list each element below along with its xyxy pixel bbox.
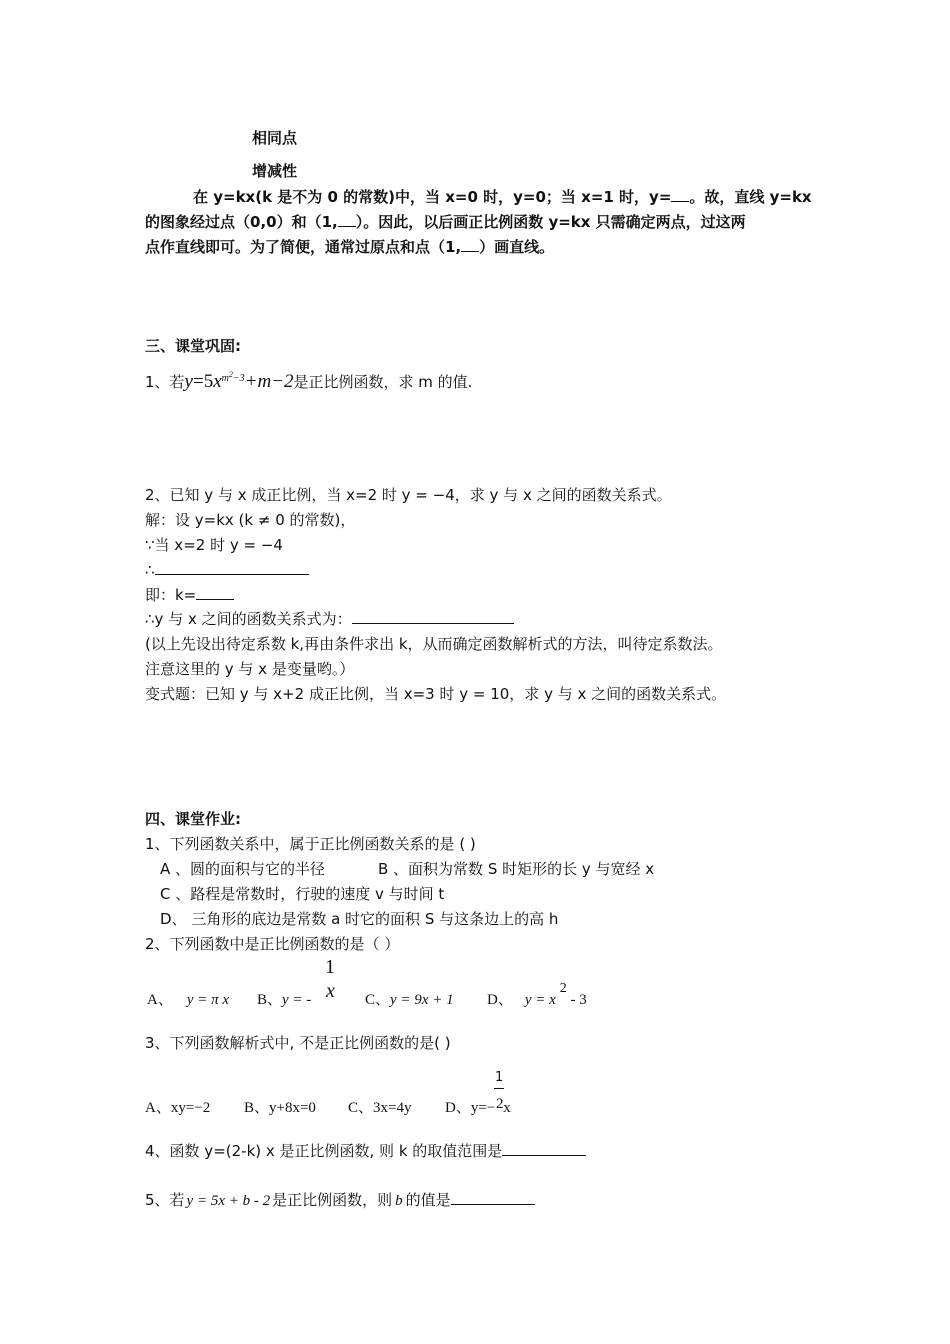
intro-line-3: 点作直线即可。为了简便，通常过原点和点（1, ）画直线。 [145, 238, 555, 256]
s4-q5: 5、若 y = 5x + b - 2 是正比例函数，则 b 的值是 [145, 1189, 535, 1212]
s4-q2-option-a: A、 y = π x [147, 992, 230, 1008]
monotonic-label: 增减性 [252, 162, 298, 180]
s4-q2-b-numerator: 1 [325, 956, 335, 978]
s4-q3-option-d: D、y=− x [445, 1100, 511, 1116]
s3-q2-sol3: ∴ [145, 559, 309, 581]
s3-q2-sol1: 解：设 y=kx (k ≠ 0 的常数)， [145, 511, 356, 529]
s4-q1-stem: 1、下列函数关系中，属于正比例函数关系的是 ( ) [145, 835, 476, 853]
s4-q3-option-c: C、3x=4y [348, 1100, 412, 1116]
s4-q2-option-b: B、y = - [257, 992, 312, 1008]
s3-q2-note1: (以上先设出待定系数 k,再由条件求出 k，从而确定函数解析式的方法，叫待定系数法。 [145, 635, 723, 653]
intro-line-1: 在 y=kx(k 是不为 0 的常数)中，当 x=0 时，y=0；当 x=1 时，y= 。故，直线 y=kx [193, 188, 812, 206]
s3-q2-sol5: ∴y 与 x 之间的函数关系式为： [145, 608, 514, 630]
section4-title: 四、课堂作业: [145, 810, 241, 828]
s4-q2-option-c: C、y = 9x + 1 [365, 992, 454, 1008]
s4-q3-d-fraction-bar [494, 1088, 504, 1089]
s4-q1-option-b: B 、面积为常数 S 时矩形的长 y 与宽经 x [378, 860, 655, 878]
section3-title: 三、课堂巩固: [145, 337, 241, 355]
s4-q3-d-denominator: 2 [496, 1096, 504, 1112]
s4-q1-option-d: D、 三角形的底边是常数 a 时它的面积 S 与这条边上的高 h [160, 910, 559, 928]
s3-q1: 1、若$y=5x^{m^2-3}+m-2$是正比例函数，求 m 的值. [145, 370, 473, 392]
s4-q2-stem: 2、下列函数中是正比例函数的是（ ） [145, 935, 400, 953]
s4-q3-stem: 3、下列函数解析式中, 不是正比例函数的是( ) [145, 1034, 451, 1052]
s3-q2-sol2: ∵当 x=2 时 y = −4 [145, 536, 283, 554]
s4-q3-option-a: A、xy=−2 [145, 1100, 211, 1116]
same-point-label: 相同点 [252, 129, 298, 147]
s4-q1-option-a: A 、圆的面积与它的半径 [160, 860, 326, 878]
s4-q2-option-d: D、 y = x2 - 3 [487, 981, 587, 1008]
s3-q2-note2: 注意这里的 y 与 x 是变量哟。） [145, 660, 355, 678]
s4-q3-option-b: B、y+8x=0 [244, 1100, 316, 1116]
s4-q3-d-numerator: 1 [495, 1070, 504, 1085]
s4-q4: 4、函数 y=(2-k) x 是正比例函数, 则 k 的取值范围是 [145, 1140, 586, 1162]
s3-q2-variant: 变式题：已知 y 与 x+2 成正比例，当 x=3 时 y = 10，求 y 与 x 之间的函数关系式。 [145, 685, 727, 703]
s4-q2-b-denominator: x [326, 980, 335, 1002]
intro-line-2: 的图象经过点（0,0）和（1, ）。因此，以后画正比例函数 y=kx 只需确定两点，过这两 [145, 213, 746, 231]
s3-q2-stem: 2、已知 y 与 x 成正比例，当 x=2 时 y = −4，求 y 与 x 之间的函数关系式。 [145, 486, 672, 504]
s4-q1-option-c: C 、路程是常数时，行驶的速度 v 与时间 t [160, 885, 445, 903]
s3-q2-sol4: 即：k= [145, 584, 234, 606]
